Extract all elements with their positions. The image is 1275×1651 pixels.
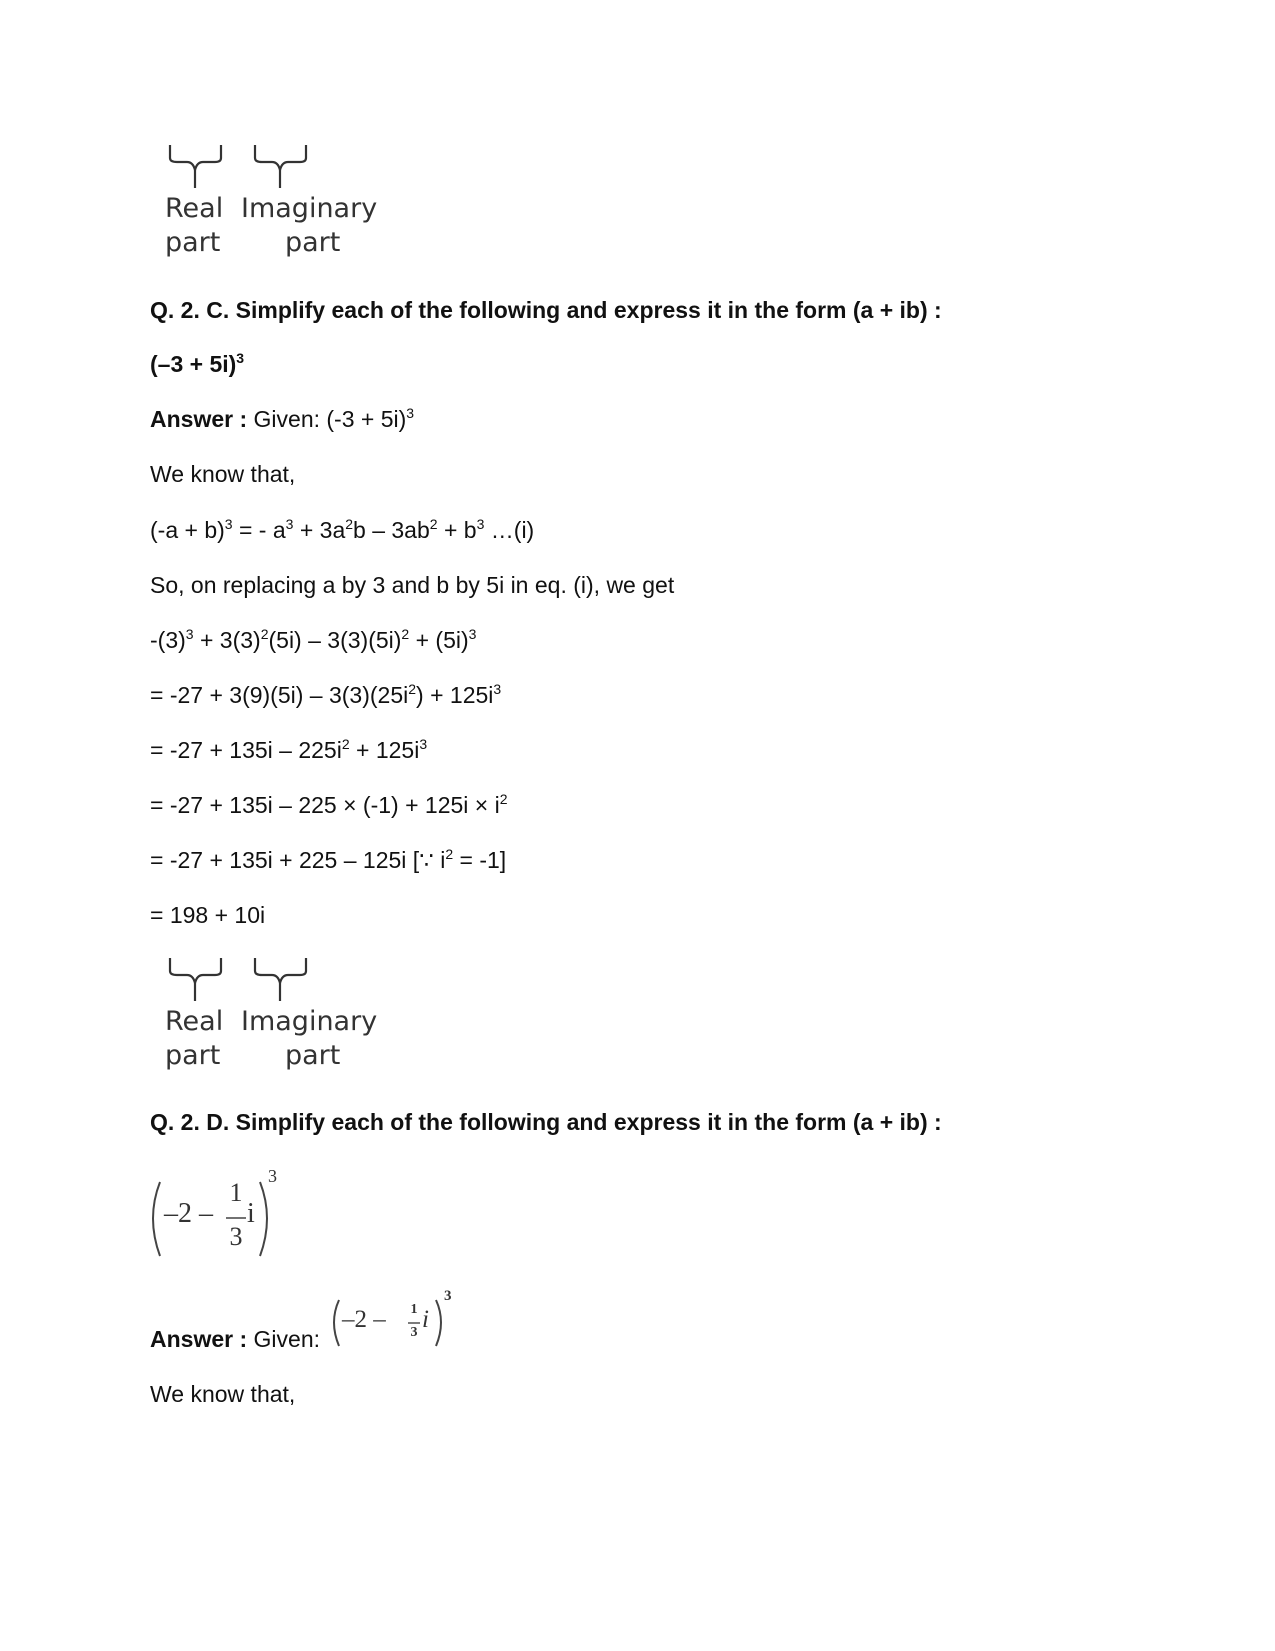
imaginary-part-label: part: [285, 1040, 341, 1071]
c-replace: So, on replacing a by 3 and b by 5i in eq. (i), we get: [150, 572, 675, 598]
real-imaginary-figure-bottom: [165, 953, 425, 1083]
q2d-expression: [148, 1166, 298, 1264]
answer-label: Answer :: [150, 1326, 248, 1352]
real-label: Real: [165, 1006, 224, 1037]
d-we-know: We know that,: [150, 1381, 296, 1407]
d-given-expression: [330, 1290, 470, 1352]
d-numerator: 1: [410, 1302, 418, 1317]
c-step-2: = $-27 + 3(9)(5i) - 3(3)(25i^2) + 125i^3$: [150, 681, 502, 708]
imaginary-label: Imaginary: [241, 1006, 378, 1037]
real-label: Real: [165, 193, 224, 224]
q2d-numerator: 1: [229, 1178, 243, 1207]
d-answer-given: Answer : Given:: [150, 1326, 321, 1352]
q2d-denominator: 3: [229, 1222, 243, 1251]
q2d-title: Q. 2. D. Simplify each of the following and express it in the form (a + ib) :: [150, 1109, 942, 1135]
c-step-4: = $-27 + 135i - 225 \times (-1) + 125i \times i^2$: [150, 791, 508, 818]
d-i: i: [422, 1306, 429, 1333]
q2d-i: i: [247, 1198, 255, 1229]
brace-icon: [165, 953, 425, 1013]
answer-label: Answer :: [150, 406, 248, 432]
real-imaginary-figure-top: [165, 140, 425, 270]
c-answer-given: Answer : Given: $(-3 + 5i)^3$: [150, 405, 415, 432]
brace-icon: [165, 140, 425, 200]
real-part-label: part: [165, 1040, 221, 1071]
q2d-exponent: 3: [268, 1166, 277, 1186]
c-formula: $(-a + b)^3$ = - $a^3 + 3a^2b - 3ab^2 + b^3$ …(i): [150, 516, 535, 543]
c-step-3: = $-27 + 135i - 225i^2 + 125i^3$: [150, 736, 428, 763]
c-we-know: We know that,: [150, 461, 296, 487]
d-minus-two: –2 –: [342, 1306, 386, 1333]
imaginary-label: Imaginary: [241, 193, 378, 224]
q2c-title: Q. 2. C. Simplify each of the following and express it in the form (a + ib) :: [150, 297, 942, 323]
q2c-expression: $(-3 + 5i)^3$: [150, 350, 245, 377]
c-result: = 198 + 10i: [150, 902, 266, 928]
imaginary-part-label: part: [285, 227, 341, 258]
c-step-5: = -27 + 135i + 225 – 125i [∵ $i^2 = -1$]: [150, 846, 507, 873]
q2d-minus-two: –2 –: [164, 1198, 213, 1229]
c-step-1: $-(3)^3 + 3(3)^2(5i) - 3(3)(5i)^2 + (5i)^3$: [150, 626, 477, 653]
real-part-label: part: [165, 227, 221, 258]
d-exponent: 3: [444, 1288, 452, 1304]
d-denominator: 3: [410, 1325, 418, 1340]
